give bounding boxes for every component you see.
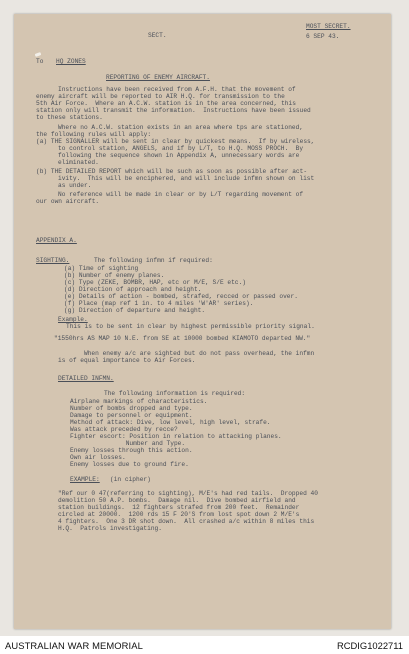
paragraph-line: eliminated. xyxy=(58,159,99,166)
example2-line: circled at 20000. 1200 rds 15 F 20'S from lost spot down 2 M/E's xyxy=(58,511,300,518)
archive-name: AUSTRALIAN WAR MEMORIAL xyxy=(5,640,143,651)
document-title: REPORTING OF ENEMY AIRCRAFT. xyxy=(106,74,210,81)
to-value: HQ ZONES xyxy=(56,58,86,65)
note-line: is of equal importance to Air Forces. xyxy=(58,357,196,364)
paragraph-line: Instructions have been received from A.F.H. that the movement of xyxy=(58,86,296,93)
sighting-item: (e) Details of action - bombed, strafed, recced or passed over. xyxy=(64,293,298,300)
paragraph-line: No reference will be made in clear or by L/T regarding movement of xyxy=(58,191,304,198)
detailed-item: Fighter escort: Position in relation to attacking planes. xyxy=(70,433,282,440)
example2-line: "Ref our 0 47(referring to sighting), M/E's had red tails. Dropped 40 xyxy=(58,490,318,497)
archive-footer xyxy=(0,636,409,654)
detailed-item: Damage to personnel or equipment. xyxy=(70,412,193,419)
example2-line: station buildings. 12 fighters strafed from 200 feet. Remainder xyxy=(58,504,300,511)
document-page xyxy=(14,14,391,629)
paragraph-line: to these stations. xyxy=(36,114,103,121)
to-label: To xyxy=(36,58,44,65)
example2-line: 4 fighters. One 3 DR shot down. All crashed a/c within 8 miles this xyxy=(58,518,315,525)
sighting-item: (b) Number of enemy planes. xyxy=(64,272,165,279)
example2-line: H.Q. Patrols investigating. xyxy=(58,525,162,532)
detailed-item: Method of attack: Dive, low level, high level, strafe. xyxy=(70,419,271,426)
sighting-item: (g) Direction of departure and height. xyxy=(64,307,206,314)
header-center: SECT. xyxy=(148,32,167,39)
detailed-item: Number and Type. xyxy=(70,440,186,447)
example-text: This is to be sent in clear by highest permissible priority signal. xyxy=(66,323,315,330)
detailed-item: Enemy losses through this action. xyxy=(70,447,193,454)
classification: MOST SECRET. xyxy=(306,23,351,30)
paragraph-line: Where no A.C.W. station exists in an area where tps are stationed, xyxy=(58,124,304,131)
paragraph-line: the following rules will apply: xyxy=(36,131,152,138)
paragraph-line: as under. xyxy=(58,182,92,189)
date: 6 SEP 43. xyxy=(306,33,340,40)
paragraph-line: following the sequence shown in Appendix A, unnecessary words are xyxy=(58,152,300,159)
paragraph-line: station only will transmit the information. Instructions have been issued xyxy=(36,107,311,114)
detailed-item: Own air losses. xyxy=(70,454,126,461)
punch-hole xyxy=(35,52,42,57)
paragraph-line: enemy aircraft will be reported to AIR H.Q. for transmission to the xyxy=(36,93,285,100)
detailed-item: Enemy losses due to ground fire. xyxy=(70,461,189,468)
sighting-item: (c) Type (ZEKE, BOMBR, HAP, etc or M/E, S/E etc.) xyxy=(64,279,246,286)
paragraph-line: ivity. This will be enciphered, and will include infmn shown on list xyxy=(58,175,315,182)
paragraph-line: (a) THE SIGNALLER will be sent in clear by quickest means. If by wireless, xyxy=(36,138,315,145)
paragraph-line: 5th Air Force. Where an A.C.W. station is in the area concerned, this xyxy=(36,100,296,107)
detailed-item: Number of bombs dropped and type. xyxy=(70,405,193,412)
example2-line: demolition 50 A.P. bombs. Damage nil. Dive bombed airfield and xyxy=(58,497,296,504)
example2-label: EXAMPLE: xyxy=(70,476,100,483)
detailed-item: Was attack preceded by recce? xyxy=(70,426,178,433)
sighting-intro: The following infmn if required: xyxy=(94,257,213,264)
example-label: Example. xyxy=(58,316,88,323)
paragraph-line: to control station, ANGELS, and if by L/T, to H.Q. MOSS PROCH. By xyxy=(58,145,304,152)
paragraph-line: our own aircraft. xyxy=(36,198,100,205)
note-line: When enemy a/c are sighted but do not pass overhead, the infmn xyxy=(84,350,315,357)
sighting-item: (a) Time of sighting xyxy=(64,265,139,272)
detailed-heading: DETAILED INFMN. xyxy=(58,375,114,382)
sighting-item: (d) Direction of approach and height. xyxy=(64,286,202,293)
detailed-intro: The following information is required: xyxy=(104,390,246,397)
example2-note: (in cipher) xyxy=(110,476,151,483)
sighting-item: (f) Place (map ref 1 in. to 4 miles 'W'AR' series). xyxy=(64,300,254,307)
example-quote: "1550hrs AS MAP 10 N.E. from SE at 10000 bombed KIAMOTO departed NW." xyxy=(54,335,311,342)
archive-id: RCDIG1022711 xyxy=(336,640,403,651)
appendix-heading: APPENDIX A. xyxy=(36,237,77,244)
sighting-label: SIGHTING. xyxy=(36,257,70,264)
detailed-item: Airplane markings of characteristics. xyxy=(70,398,208,405)
paragraph-line: (b) THE DETAILED REPORT which will be such as soon as possible after act- xyxy=(36,168,308,175)
